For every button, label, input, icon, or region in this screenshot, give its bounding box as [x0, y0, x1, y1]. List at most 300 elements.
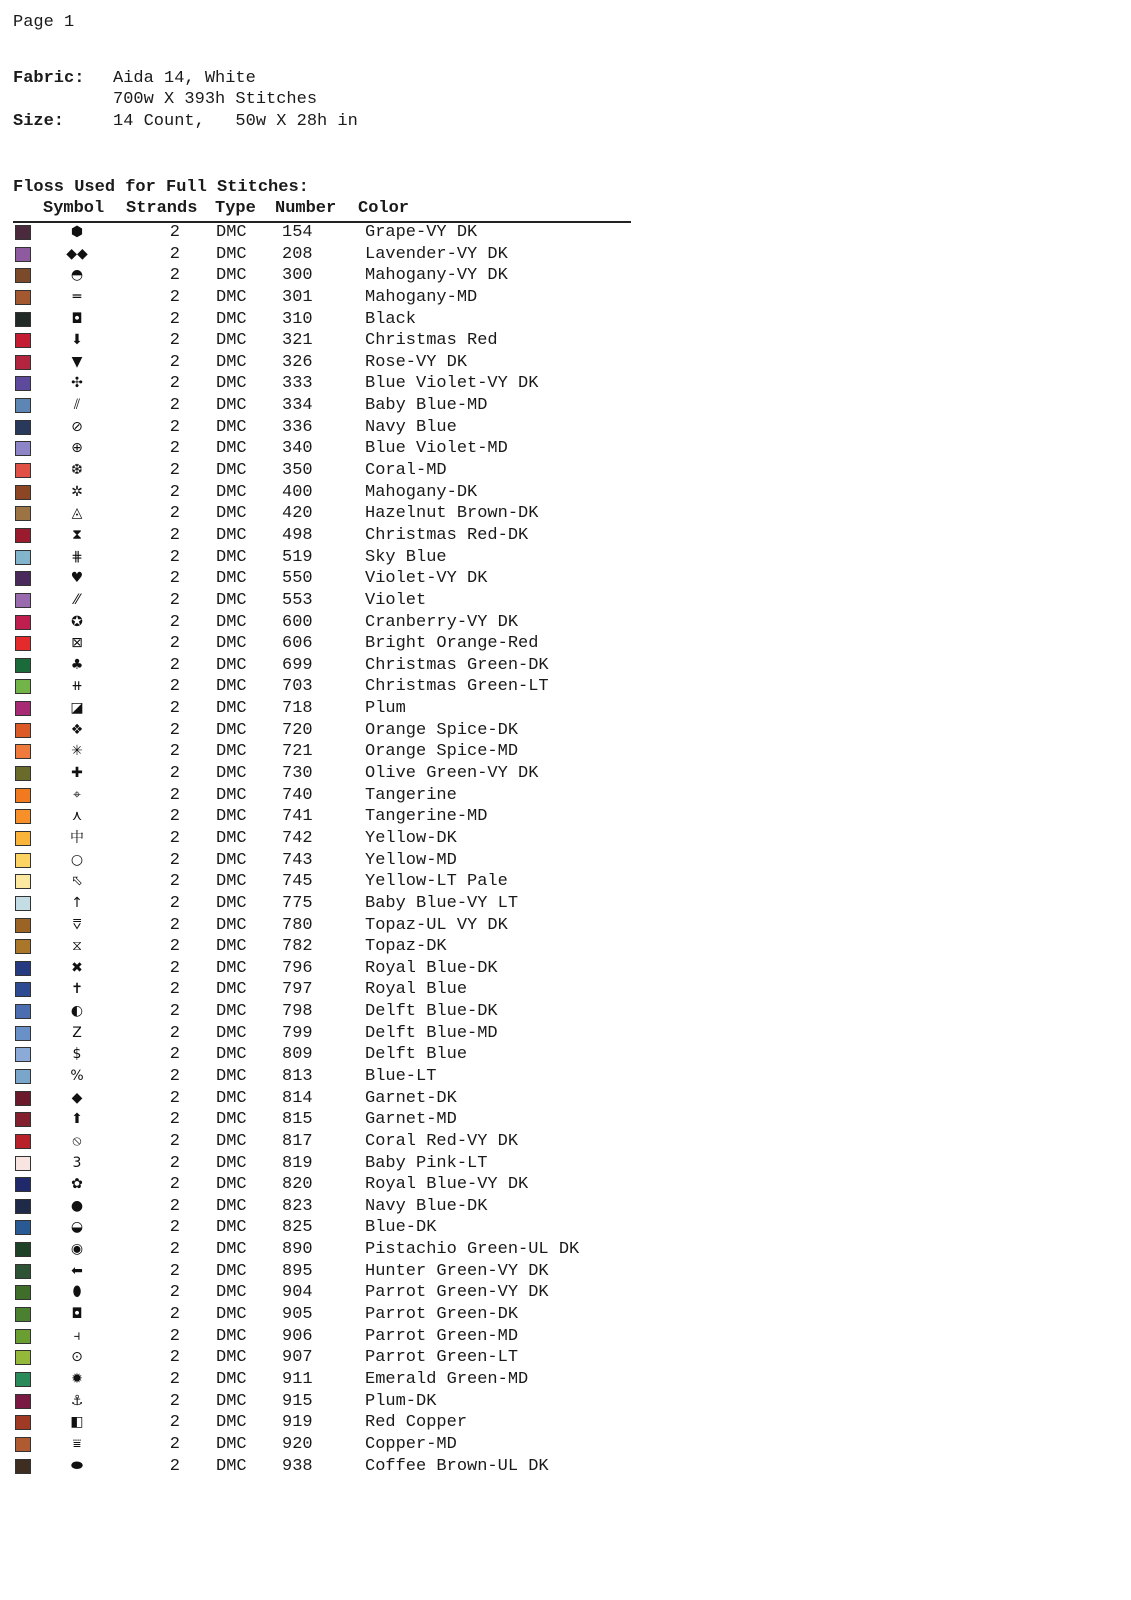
table-row — [0, 265, 700, 287]
strands-cell: 2 — [169, 742, 180, 762]
color-name-cell: Orange Spice-MD — [365, 742, 519, 762]
type-cell: DMC — [216, 1456, 247, 1476]
table-row — [0, 1347, 700, 1369]
section-title: Floss Used for Full Stitches: — [13, 178, 309, 197]
type-cell: DMC — [216, 352, 247, 372]
strands-cell: 2 — [169, 223, 180, 242]
symbol-glyph: ✪ — [71, 613, 83, 630]
strands-cell: 2 — [169, 569, 180, 589]
header-number: Number — [275, 199, 337, 218]
color-name-cell: Yellow-LT Pale — [365, 872, 508, 892]
color-name-cell: Baby Blue-MD — [365, 396, 488, 416]
symbol-glyph: ✿ — [71, 1176, 83, 1193]
table-row — [0, 1456, 700, 1478]
type-cell: DMC — [216, 1413, 247, 1433]
symbol-glyph: ⩢ — [72, 916, 82, 933]
symbol-glyph: ◆ — [71, 1089, 83, 1106]
color-swatch — [15, 441, 31, 456]
strands-cell: 2 — [169, 1023, 180, 1043]
color-swatch — [15, 723, 31, 738]
type-cell: DMC — [216, 828, 247, 848]
symbol-glyph: ◐ — [70, 1003, 84, 1020]
symbol-glyph: 3 — [72, 1154, 82, 1171]
color-name-cell: Coffee Brown-UL DK — [365, 1456, 549, 1476]
number-cell: 400 — [282, 482, 313, 502]
color-name-cell: Christmas Green-LT — [365, 677, 549, 697]
type-cell: DMC — [216, 1326, 247, 1346]
type-cell: DMC — [216, 1305, 247, 1325]
table-row — [0, 698, 700, 720]
type-cell: DMC — [216, 482, 247, 502]
header-type: Type — [215, 199, 256, 218]
type-cell: DMC — [216, 331, 247, 351]
number-cell: 797 — [282, 980, 313, 1000]
symbol-glyph: ⊘ — [71, 418, 83, 435]
number-cell: 799 — [282, 1023, 313, 1043]
color-swatch — [15, 679, 31, 694]
number-cell: 809 — [282, 1045, 313, 1065]
type-cell: DMC — [216, 1153, 247, 1173]
table-row — [0, 417, 700, 439]
color-swatch — [15, 333, 31, 348]
color-swatch — [15, 853, 31, 868]
symbol-glyph: ⬅ — [71, 1262, 83, 1279]
color-swatch — [15, 636, 31, 651]
strands-cell: 2 — [169, 352, 180, 372]
type-cell: DMC — [216, 590, 247, 610]
symbol-glyph: ✝ — [71, 981, 83, 998]
type-cell: DMC — [216, 850, 247, 870]
strands-cell: 2 — [169, 1002, 180, 1022]
symbol-glyph: ⋕ — [71, 548, 83, 565]
color-name-cell: Cranberry-VY DK — [365, 612, 519, 632]
table-row — [0, 850, 700, 872]
number-cell: 498 — [282, 525, 313, 545]
strands-cell: 2 — [169, 504, 180, 524]
symbol-glyph: 中 — [70, 829, 84, 846]
color-swatch — [15, 809, 31, 824]
table-row — [0, 1023, 700, 1045]
color-swatch — [15, 788, 31, 803]
table-row — [0, 720, 700, 742]
color-swatch — [15, 1091, 31, 1106]
color-name-cell: Topaz-DK — [365, 937, 447, 957]
color-swatch — [15, 550, 31, 565]
strands-cell: 2 — [169, 807, 180, 827]
number-cell: 703 — [282, 677, 313, 697]
table-row — [0, 590, 700, 612]
color-swatch — [15, 1156, 31, 1171]
symbol-glyph: ⦸ — [72, 1132, 82, 1149]
symbol-glyph: ⊙ — [71, 1349, 83, 1366]
color-swatch — [15, 1372, 31, 1387]
strands-cell: 2 — [169, 634, 180, 654]
color-name-cell: Copper-MD — [365, 1434, 457, 1454]
strands-cell: 2 — [169, 1066, 180, 1086]
table-row — [0, 1239, 700, 1261]
table-row — [0, 1391, 700, 1413]
type-cell: DMC — [216, 1088, 247, 1108]
color-name-cell: Mahogany-VY DK — [365, 266, 508, 286]
table-row — [0, 741, 700, 763]
type-cell: DMC — [216, 785, 247, 805]
color-name-cell: Navy Blue-DK — [365, 1196, 488, 1216]
strands-cell: 2 — [169, 1434, 180, 1454]
color-swatch — [15, 463, 31, 478]
type-cell: DMC — [216, 525, 247, 545]
number-cell: 336 — [282, 417, 313, 437]
color-swatch — [15, 1242, 31, 1257]
strands-cell: 2 — [169, 915, 180, 935]
page-label: Page 1 — [13, 13, 75, 32]
strands-cell: 2 — [169, 1283, 180, 1303]
color-swatch — [15, 1264, 31, 1279]
number-cell: 907 — [282, 1348, 313, 1368]
color-swatch — [15, 1220, 31, 1235]
symbol-glyph: ✣ — [71, 375, 83, 392]
type-cell: DMC — [216, 374, 247, 394]
table-row — [0, 438, 700, 460]
number-cell: 208 — [282, 244, 313, 264]
table-row — [0, 828, 700, 850]
color-name-cell: Delft Blue-MD — [365, 1023, 498, 1043]
type-cell: DMC — [216, 1261, 247, 1281]
type-cell: DMC — [216, 396, 247, 416]
color-name-cell: Blue-LT — [365, 1066, 437, 1086]
strands-cell: 2 — [169, 612, 180, 632]
type-cell: DMC — [216, 223, 247, 242]
color-name-cell: Parrot Green-MD — [365, 1326, 519, 1346]
type-cell: DMC — [216, 612, 247, 632]
symbol-glyph: ❖ — [70, 721, 84, 738]
color-name-cell: Blue Violet-VY DK — [365, 374, 539, 394]
color-name-cell: Baby Blue-VY LT — [365, 893, 519, 913]
color-name-cell: Plum — [365, 699, 406, 719]
symbol-glyph: ═ — [72, 288, 82, 305]
table-row — [0, 871, 700, 893]
table-row — [0, 1434, 700, 1456]
color-name-cell: Emerald Green-MD — [365, 1369, 529, 1389]
number-cell: 606 — [282, 634, 313, 654]
symbol-glyph: ⚓ — [70, 1392, 84, 1409]
symbol-glyph: ⬁ — [71, 873, 83, 890]
strands-cell: 2 — [169, 655, 180, 675]
strands-cell: 2 — [169, 547, 180, 567]
type-cell: DMC — [216, 937, 247, 957]
color-name-cell: Christmas Red-DK — [365, 525, 529, 545]
number-cell: 340 — [282, 439, 313, 459]
color-name-cell: Parrot Green-DK — [365, 1305, 519, 1325]
color-swatch — [15, 1415, 31, 1430]
color-name-cell: Sky Blue — [365, 547, 447, 567]
number-cell: 745 — [282, 872, 313, 892]
color-swatch — [15, 1004, 31, 1019]
number-cell: 743 — [282, 850, 313, 870]
number-cell: 699 — [282, 655, 313, 675]
table-row — [0, 1369, 700, 1391]
table-row — [0, 655, 700, 677]
symbol-glyph: ◘ — [71, 310, 83, 327]
strands-cell: 2 — [169, 1196, 180, 1216]
color-swatch — [15, 1177, 31, 1192]
table-row — [0, 1412, 700, 1434]
color-name-cell: Mahogany-MD — [365, 287, 478, 307]
table-row — [0, 309, 700, 331]
type-cell: DMC — [216, 720, 247, 740]
strands-cell: 2 — [169, 1305, 180, 1325]
number-cell: 798 — [282, 1002, 313, 1022]
symbol-glyph: ⬬ — [71, 1457, 83, 1474]
color-swatch — [15, 1329, 31, 1344]
number-cell: 721 — [282, 742, 313, 762]
type-cell: DMC — [216, 764, 247, 784]
strands-cell: 2 — [169, 1326, 180, 1346]
color-name-cell: Blue Violet-MD — [365, 439, 508, 459]
number-cell: 742 — [282, 828, 313, 848]
color-swatch — [15, 1134, 31, 1149]
type-cell: DMC — [216, 504, 247, 524]
table-header — [13, 199, 631, 223]
type-cell: DMC — [216, 309, 247, 329]
table-row — [0, 1153, 700, 1175]
number-cell: 813 — [282, 1066, 313, 1086]
color-name-cell: Garnet-MD — [365, 1110, 457, 1130]
table-row — [0, 395, 700, 417]
color-swatch — [15, 874, 31, 889]
color-name-cell: Coral-MD — [365, 461, 447, 481]
color-name-cell: Hazelnut Brown-DK — [365, 504, 539, 524]
color-swatch — [15, 1394, 31, 1409]
table-row — [0, 1131, 700, 1153]
symbol-glyph: ◪ — [70, 700, 84, 717]
type-cell: DMC — [216, 699, 247, 719]
strands-cell: 2 — [169, 590, 180, 610]
type-cell: DMC — [216, 655, 247, 675]
strands-cell: 2 — [169, 525, 180, 545]
color-swatch — [15, 766, 31, 781]
table-row — [0, 1001, 700, 1023]
color-swatch — [15, 701, 31, 716]
color-swatch — [15, 1350, 31, 1365]
strands-cell: 2 — [169, 244, 180, 264]
size-label: Size: — [13, 112, 65, 131]
type-cell: DMC — [216, 1066, 247, 1086]
color-name-cell: Christmas Green-DK — [365, 655, 549, 675]
strands-cell: 2 — [169, 720, 180, 740]
symbol-glyph: Z — [72, 1024, 82, 1041]
strands-cell: 2 — [169, 699, 180, 719]
symbol-glyph: ◒ — [70, 1219, 84, 1236]
color-swatch — [15, 268, 31, 283]
type-cell: DMC — [216, 958, 247, 978]
strands-cell: 2 — [169, 850, 180, 870]
type-cell: DMC — [216, 1434, 247, 1454]
table-row — [0, 893, 700, 915]
color-name-cell: Garnet-DK — [365, 1088, 457, 1108]
table-row — [0, 482, 700, 504]
color-swatch — [15, 1026, 31, 1041]
strands-cell: 2 — [169, 1369, 180, 1389]
color-swatch — [15, 744, 31, 759]
color-name-cell: Christmas Red — [365, 331, 498, 351]
type-cell: DMC — [216, 569, 247, 589]
number-cell: 550 — [282, 569, 313, 589]
type-cell: DMC — [216, 244, 247, 264]
number-cell: 300 — [282, 266, 313, 286]
color-name-cell: Pistachio Green-UL DK — [365, 1240, 580, 1260]
symbol-glyph: ⫽ — [73, 397, 81, 414]
type-cell: DMC — [216, 1348, 247, 1368]
color-swatch — [15, 1069, 31, 1084]
color-swatch — [15, 290, 31, 305]
number-cell: 906 — [282, 1326, 313, 1346]
number-cell: 817 — [282, 1131, 313, 1151]
color-swatch — [15, 1459, 31, 1474]
color-name-cell: Mahogany-DK — [365, 482, 478, 502]
strands-cell: 2 — [169, 980, 180, 1000]
number-cell: 519 — [282, 547, 313, 567]
color-swatch — [15, 571, 31, 586]
symbol-glyph: ◓ — [70, 267, 84, 284]
strands-cell: 2 — [169, 417, 180, 437]
color-name-cell: Delft Blue-DK — [365, 1002, 498, 1022]
strands-cell: 2 — [169, 1175, 180, 1195]
color-name-cell: Hunter Green-VY DK — [365, 1261, 549, 1281]
type-cell: DMC — [216, 1131, 247, 1151]
color-name-cell: Bright Orange-Red — [365, 634, 539, 654]
color-swatch — [15, 376, 31, 391]
number-cell: 920 — [282, 1434, 313, 1454]
type-cell: DMC — [216, 872, 247, 892]
type-cell: DMC — [216, 439, 247, 459]
symbol-glyph: ◉ — [70, 1241, 84, 1258]
symbol-glyph: ○ — [70, 851, 84, 868]
strands-cell: 2 — [169, 1218, 180, 1238]
symbol-glyph: ◬ — [71, 505, 83, 522]
type-cell: DMC — [216, 287, 247, 307]
table-row — [0, 352, 700, 374]
color-swatch — [15, 506, 31, 521]
strands-cell: 2 — [169, 1088, 180, 1108]
symbol-glyph: ⌖ — [73, 786, 81, 803]
number-cell: 904 — [282, 1283, 313, 1303]
color-name-cell: Parrot Green-VY DK — [365, 1283, 549, 1303]
number-cell: 310 — [282, 309, 313, 329]
color-name-cell: Orange Spice-DK — [365, 720, 519, 740]
symbol-glyph: ◘ — [71, 1306, 83, 1323]
color-swatch — [15, 1437, 31, 1452]
symbol-glyph: ⧖ — [72, 938, 82, 955]
type-cell: DMC — [216, 807, 247, 827]
type-cell: DMC — [216, 1369, 247, 1389]
type-cell: DMC — [216, 742, 247, 762]
color-name-cell: Topaz-UL VY DK — [365, 915, 508, 935]
color-name-cell: Violet — [365, 590, 427, 610]
symbol-glyph: ⬆ — [71, 1111, 83, 1128]
color-name-cell: Yellow-MD — [365, 850, 457, 870]
color-swatch — [15, 593, 31, 608]
table-row — [0, 222, 700, 244]
color-swatch — [15, 1047, 31, 1062]
table-row — [0, 676, 700, 698]
header-color: Color — [358, 199, 410, 218]
number-cell: 730 — [282, 764, 313, 784]
number-cell: 333 — [282, 374, 313, 394]
color-swatch — [15, 355, 31, 370]
color-name-cell: Lavender-VY DK — [365, 244, 508, 264]
color-name-cell: Delft Blue — [365, 1045, 468, 1065]
table-row — [0, 1282, 700, 1304]
header-strands: Strands — [126, 199, 198, 218]
table-row — [0, 1066, 700, 1088]
table-row — [0, 979, 700, 1001]
color-swatch — [15, 225, 31, 240]
strands-cell: 2 — [169, 1045, 180, 1065]
symbol-glyph: ✖ — [71, 959, 83, 976]
number-cell: 420 — [282, 504, 313, 524]
symbol-glyph: ⫞ — [73, 1327, 81, 1344]
color-name-cell: Navy Blue — [365, 417, 457, 437]
number-cell: 350 — [282, 461, 313, 481]
type-cell: DMC — [216, 266, 247, 286]
table-row — [0, 330, 700, 352]
table-row — [0, 1326, 700, 1348]
strands-cell: 2 — [169, 828, 180, 848]
fabric-label: Fabric: — [13, 69, 85, 88]
strands-cell: 2 — [169, 785, 180, 805]
strands-cell: 2 — [169, 331, 180, 351]
strands-cell: 2 — [169, 893, 180, 913]
table-row — [0, 1261, 700, 1283]
color-name-cell: Royal Blue-DK — [365, 958, 498, 978]
strands-cell: 2 — [169, 396, 180, 416]
strands-cell: 2 — [169, 374, 180, 394]
symbol-glyph: ❆ — [71, 462, 83, 479]
color-name-cell: Royal Blue — [365, 980, 468, 1000]
symbol-glyph: ✳ — [71, 743, 83, 760]
strands-cell: 2 — [169, 937, 180, 957]
number-cell: 334 — [282, 396, 313, 416]
color-swatch — [15, 1199, 31, 1214]
color-swatch — [15, 918, 31, 933]
color-name-cell: Grape-VY DK — [365, 223, 478, 242]
table-row — [0, 1044, 700, 1066]
number-cell: 154 — [282, 223, 313, 242]
type-cell: DMC — [216, 634, 247, 654]
number-cell: 895 — [282, 1261, 313, 1281]
color-name-cell: Tangerine — [365, 785, 457, 805]
color-name-cell: Blue-DK — [365, 1218, 437, 1238]
symbol-glyph: ▼ — [71, 353, 83, 370]
symbol-glyph: ⩸ — [72, 1435, 82, 1452]
number-cell: 825 — [282, 1218, 313, 1238]
number-cell: 326 — [282, 352, 313, 372]
strands-cell: 2 — [169, 1413, 180, 1433]
type-cell: DMC — [216, 1240, 247, 1260]
color-swatch — [15, 312, 31, 327]
strands-cell: 2 — [169, 1240, 180, 1260]
strands-cell: 2 — [169, 266, 180, 286]
color-swatch — [15, 961, 31, 976]
type-cell: DMC — [216, 677, 247, 697]
type-cell: DMC — [216, 1045, 247, 1065]
size-value: 14 Count, 50w X 28h in — [113, 112, 358, 131]
type-cell: DMC — [216, 915, 247, 935]
symbol-glyph: ✚ — [71, 765, 83, 782]
table-row — [0, 936, 700, 958]
color-name-cell: Rose-VY DK — [365, 352, 468, 372]
symbol-glyph: ⊕ — [71, 440, 83, 457]
